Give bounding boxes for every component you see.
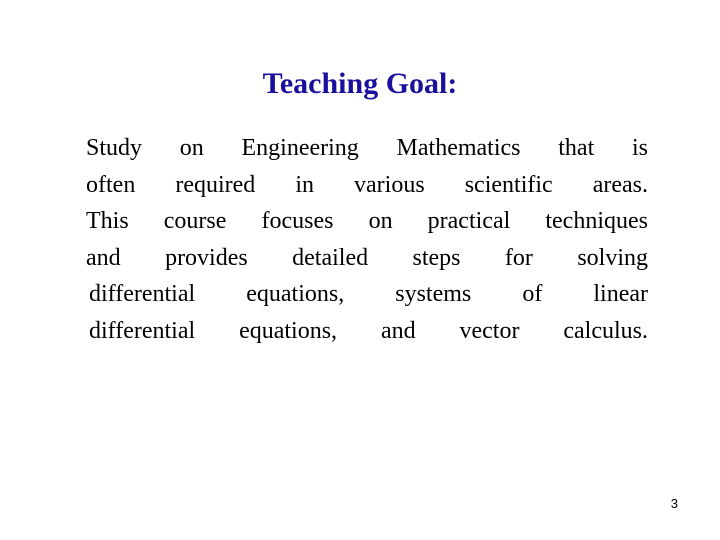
body-line: differential equations, and vector calculus. (89, 317, 648, 344)
slide-body (86, 130, 648, 349)
body-line: and provides detailed steps for solving (86, 244, 648, 271)
body-line: differential equations, systems of linear (89, 281, 648, 307)
body-line: This course focuses on practical techniques (86, 208, 648, 234)
slide-title: Teaching Goal: (262, 67, 458, 100)
page-number: 3 (670, 496, 678, 511)
body-line: often required in various scientific areas. (86, 171, 648, 198)
body-line: Study on Engineering Mathematics that is (86, 135, 648, 161)
